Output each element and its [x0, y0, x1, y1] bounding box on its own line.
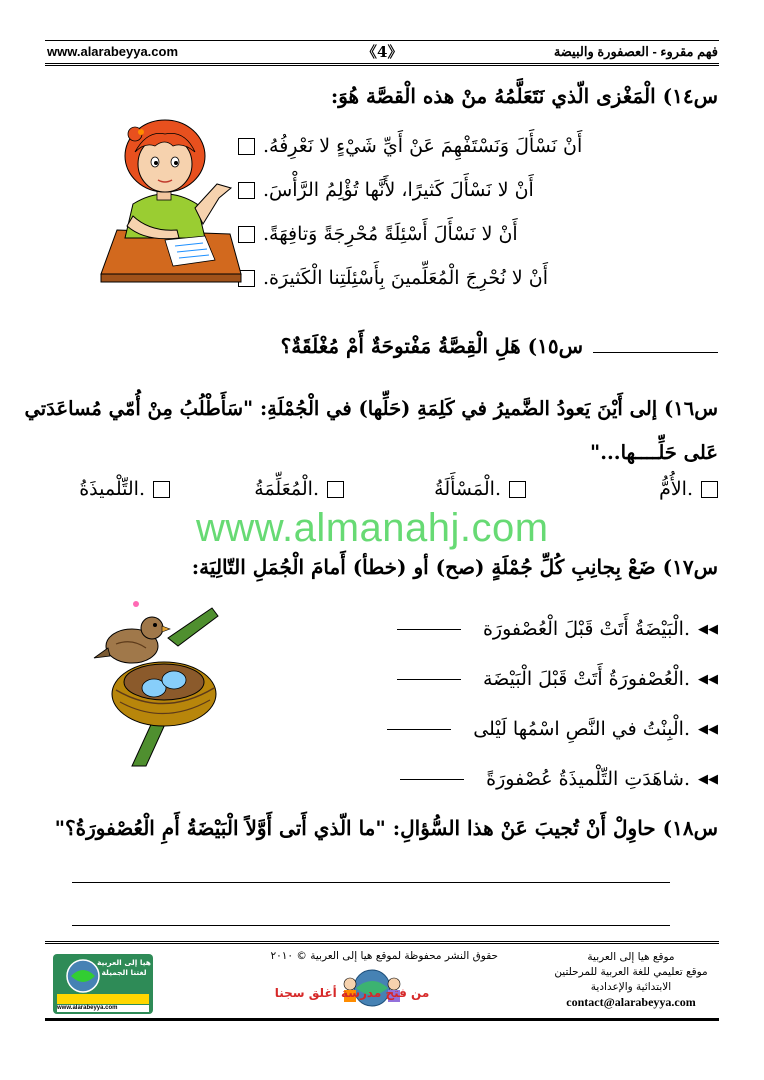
logo-url: www.alarabeyya.com: [57, 1005, 118, 1011]
checkbox[interactable]: [327, 481, 344, 498]
q18-answer-line-2[interactable]: [72, 925, 670, 926]
footer-slogan: من فتح مدرسة أغلق سجنا: [274, 986, 430, 1000]
watermark: www.almanahj.com: [196, 506, 549, 550]
header-bottom-rule: [45, 63, 719, 68]
question-15: س١٥) هَلِ الْقِصَّةُ مَفْتوحَةٌ أَمْ مُغْلَقَةٌ؟: [281, 334, 718, 358]
question-17: س١٧) ضَعْ بِجانِبِ كُلِّ جُمْلَةٍ (صح) أو (خطأ) أَمامَ الْجُمَلِ التّالِيَة:: [191, 555, 718, 579]
q17-statement-3: ◀◀ الْبِنْتُ في النَّصِ اسْمُها لَيْلى.: [298, 704, 718, 754]
header-lesson-title: فهم مقروء - العصفورة والبيضة: [553, 44, 718, 59]
q17-answer-line[interactable]: [400, 779, 464, 780]
bird-nest-illustration: [92, 598, 224, 768]
q14-option-3[interactable]: أَنْ لا نَسْأَلَ أَسْئِلَةً مُحْرِجَةً وَتافِهَةً.: [238, 212, 718, 256]
double-arrow-icon: ◀◀: [698, 721, 718, 737]
footer-site-info: [548, 950, 714, 1010]
checkbox[interactable]: [153, 481, 170, 498]
footer-site-desc-2: الابتدائية والإعدادية: [590, 981, 672, 993]
q17-statement-1: ◀◀ الْبَيْضَةُ أَتَتْ قَبْلَ الْعُصْفورَة.: [298, 604, 718, 654]
checkbox[interactable]: [701, 481, 718, 498]
q16-options: [38, 478, 718, 508]
q14-options: [238, 124, 718, 300]
q17-answer-line[interactable]: [397, 679, 461, 680]
page-number: 《4》: [362, 43, 403, 61]
q17-answer-line[interactable]: [397, 629, 461, 630]
footer-bottom-rule: [45, 1018, 719, 1021]
footer-top-rule: [45, 941, 719, 946]
q16-option-student[interactable]: التِّلْميذَةُ.: [79, 478, 170, 500]
q14-option-2[interactable]: أَنْ لا نَسْأَلَ كَثيرًا، لأَنَّها تُؤْلِمُ الرَّأْسَ.: [238, 168, 718, 212]
question-16-line-1: س١٦) إلى أَيْنَ يَعودُ الضَّميرُ في كَلِمَةِ (حَلِّها) في الْجُمْلَةِ: "سَأَطْلُبُ مِنْ أُمّي مُساعَدَتي: [24, 397, 718, 420]
question-14: س١٤) الْمَغْزى الّذي نَتَعَلَّمُهُ منْ هذه الْقصَّة هُوَ:: [330, 84, 718, 108]
footer-copyright: حقوق النشر محفوظة لموقع هيا إلى العربية © ٢٠١٠: [270, 950, 498, 962]
site-logo: [53, 954, 153, 1014]
q14-option-4[interactable]: أَنْ لا نُحْرِجَ الْمُعَلِّمينَ بِأَسْئِلَتِنا الْكَثيرَة.: [238, 256, 718, 300]
footer-site-desc: موقع تعليمي للغة العربية للمرحلتين: [554, 966, 708, 978]
question-18: س١٨) حاوِلْ أَنْ تُجيبَ عَنْ هذا السُّؤالِ: "ما الّذي أَتى أَوَّلاً الْبَيْضَةُ أَمِ الْعُصْفورَةُ؟": [54, 816, 718, 840]
q17-statement-4: ◀◀ شاهَدَتِ التِّلْميذَةُ عُصْفورَةً.: [298, 754, 718, 804]
q14-option-1[interactable]: أَنْ نَسْأَلَ وَنَسْتَفْهِمَ عَنْ أَيِّ شَيْءٍ لا نَعْرِفُهُ.: [238, 124, 718, 168]
footer-site-name: موقع هيا إلى العربية: [587, 951, 675, 963]
girl-at-desk-illustration: [95, 112, 245, 288]
q17-answer-line[interactable]: [387, 729, 451, 730]
question-16-line-2: عَلى حَلِّــــها...": [590, 441, 718, 464]
double-arrow-icon: ◀◀: [698, 621, 718, 637]
q18-answer-line-1[interactable]: [72, 882, 670, 883]
footer-email[interactable]: contact@alarabeyya.com: [566, 995, 696, 1009]
q15-answer-line[interactable]: [593, 352, 718, 353]
footer-banner: [232, 966, 472, 1010]
q17-statement-2: ◀◀ الْعُصْفورَةُ أَتَتْ قَبْلَ الْبَيْضَة.: [298, 654, 718, 704]
q17-statements: [298, 604, 718, 804]
logo-title: هيا إلى العربية لغتنا الجميلة: [97, 958, 151, 977]
header-site: www.alarabeyya.com: [47, 44, 179, 59]
q16-option-mother[interactable]: الأُمُّ.: [659, 478, 718, 500]
q16-option-problem[interactable]: الْمَسْأَلَةُ.: [434, 478, 526, 500]
checkbox[interactable]: [509, 481, 526, 498]
double-arrow-icon: ◀◀: [698, 771, 718, 787]
q16-option-teacher[interactable]: الْمُعَلِّمَةُ.: [254, 478, 344, 500]
double-arrow-icon: ◀◀: [698, 671, 718, 687]
